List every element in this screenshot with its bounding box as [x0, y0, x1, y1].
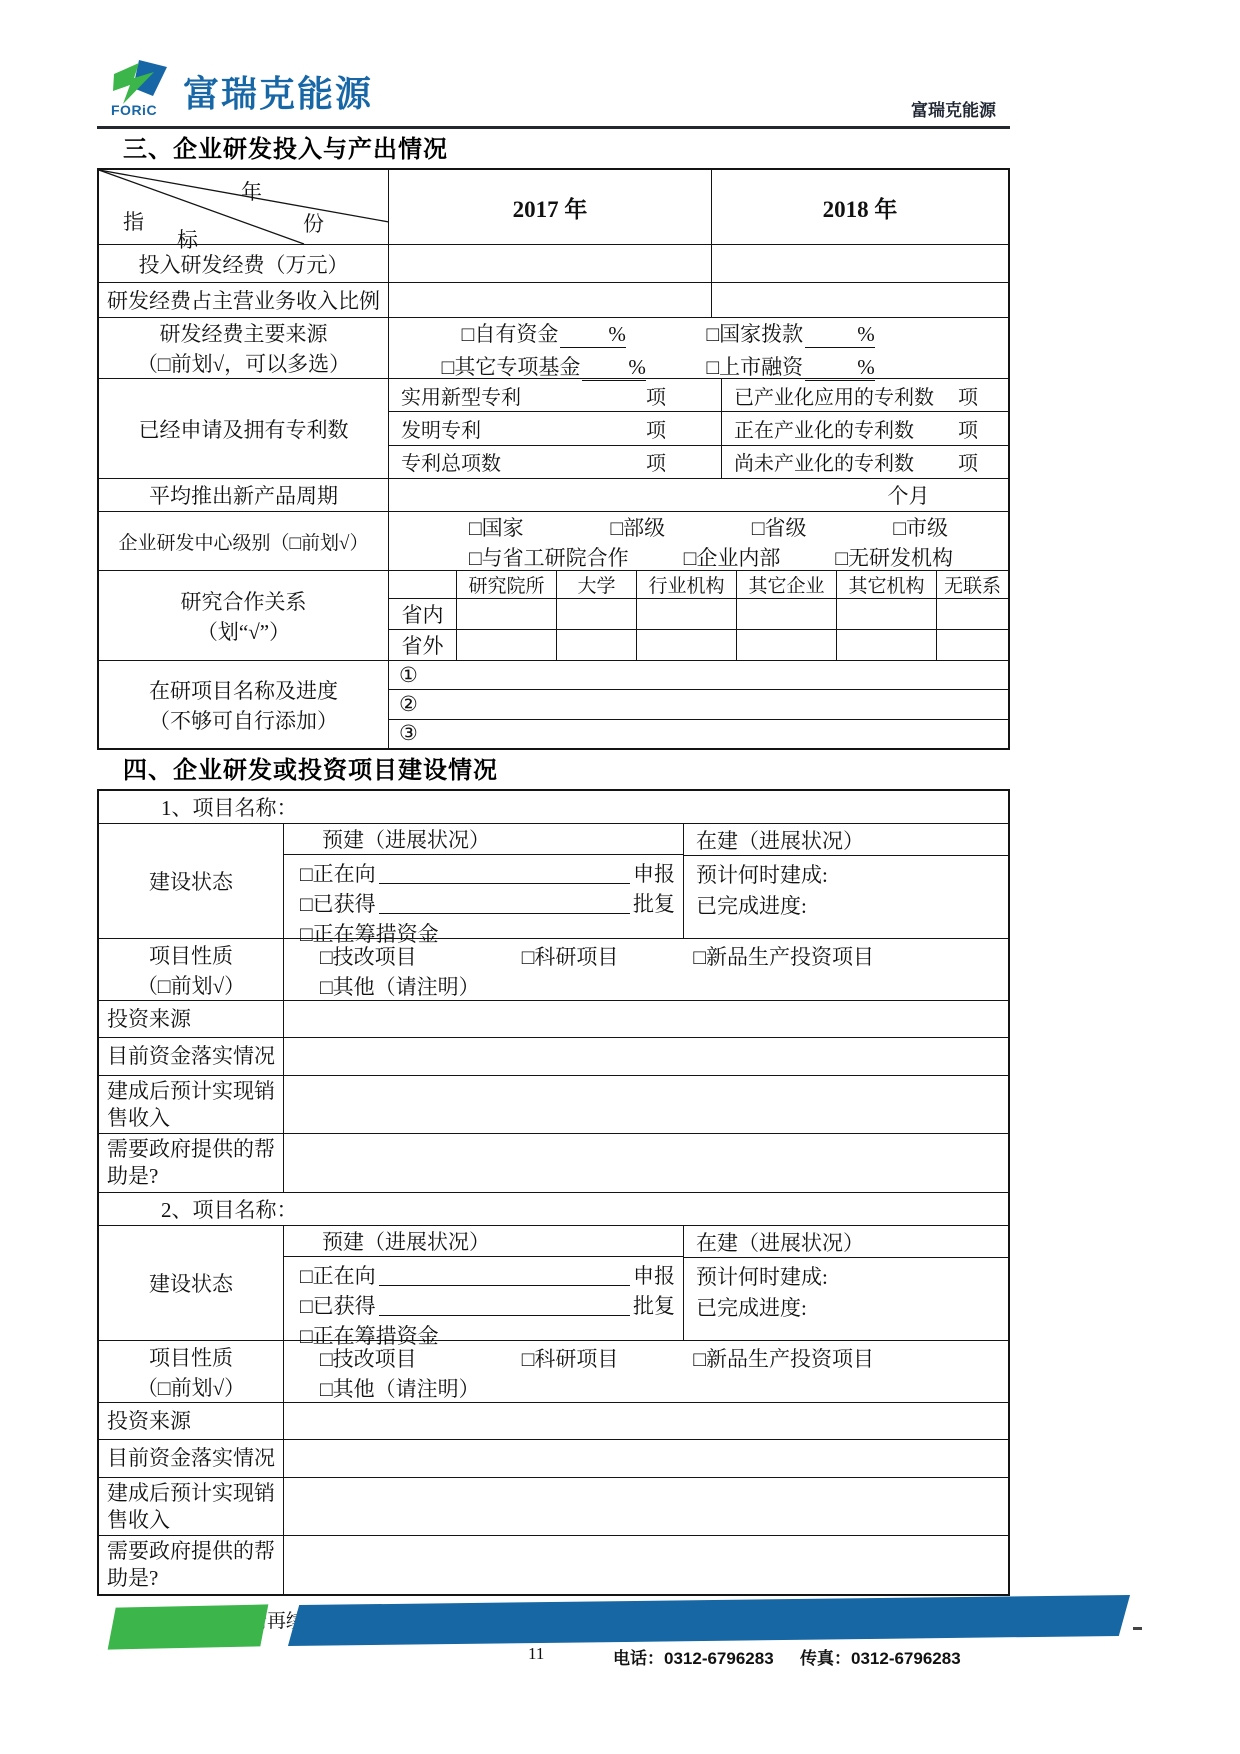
coop-empty-cell: [557, 630, 637, 660]
option-state-grant: [699, 318, 1009, 351]
project1-status-row: [99, 823, 1008, 946]
coop-empty-cell: [457, 630, 557, 660]
investment-source-cell: [284, 1403, 1008, 1439]
company-logo: [109, 58, 373, 117]
coop-empty-cell: [457, 599, 557, 629]
applying-line: [300, 1260, 675, 1290]
government-help-cell: [284, 1134, 1008, 1192]
project2-help-row: [99, 1535, 1008, 1594]
under-construction-header: 在建（进展状况）: [684, 824, 1008, 856]
ongoing-projects-lines: [389, 661, 1008, 748]
approval-suffix: 批复: [633, 1294, 675, 1318]
coop-col-none: 无联系: [943, 576, 1001, 597]
rd-center-level-options: [389, 512, 1008, 570]
rd-fund-2018-cell: [712, 245, 1008, 282]
construction-projects-table: [97, 789, 1010, 1596]
checkbox-province: □省级: [751, 516, 807, 540]
document-sheet: [97, 0, 1010, 1633]
project2-status-row: [99, 1225, 1008, 1348]
months-unit: 个月: [887, 484, 930, 508]
product-cycle-label: 平均推出新产品周期: [99, 479, 389, 511]
utility-model-label: 实用新型专利: [401, 386, 521, 409]
patents-row: [99, 378, 1008, 478]
construction-status-label: 建设状态: [99, 824, 284, 938]
patents-grid: [389, 379, 1008, 478]
research-coop-grid: [389, 571, 1008, 660]
not-industrialized-patents-label: 尚未产业化的专利数: [734, 453, 914, 476]
not-industrialized-patents-cell: [722, 446, 1008, 478]
coop-col-other-org: 其它机构: [837, 571, 937, 598]
industrializing-patents-cell: [722, 412, 1008, 444]
pre-construction-column: [284, 824, 684, 946]
project1-help-row: [99, 1133, 1008, 1192]
section4-title: 四、企业研发或投资项目建设情况: [123, 757, 498, 784]
completion-date-label: 预计何时建成:: [696, 1265, 828, 1289]
product-cycle-row: [99, 478, 1008, 511]
approval-suffix: 批复: [633, 892, 675, 916]
percent-sign: %: [857, 322, 875, 346]
ongoing-project-line-1: [389, 661, 1008, 689]
project1-invest-row: [99, 1000, 1008, 1037]
completion-date-label: 预计何时建成:: [696, 863, 828, 887]
coop-col-institutes: 研究院所: [457, 571, 557, 598]
rd-source-label-line1: 研发经费主要来源: [159, 322, 328, 346]
rd-source-options: [389, 318, 1008, 378]
page-number: 11: [528, 1644, 545, 1663]
checkbox-provincial-institute-coop: □与省工研院合作: [469, 546, 629, 570]
industrialized-patents-label: 已产业化应用的专利数: [734, 386, 934, 409]
checkbox-raising-funds: □正在筹措资金: [300, 922, 439, 946]
circled-number-2: ②: [399, 691, 418, 716]
patents-label: 已经申请及拥有专利数: [99, 379, 389, 478]
project-nature-label: [99, 939, 284, 1000]
rd-ratio-2017-cell: [389, 283, 712, 317]
under-construction-column: [684, 1226, 1008, 1340]
rd-center-level-row: [99, 511, 1008, 570]
expected-sales-label: 建成后预计实现销售收入: [99, 1076, 284, 1133]
blank-underline: [379, 911, 630, 914]
diag-label-indicator1: 指: [123, 210, 144, 234]
capital-status-cell: [284, 1440, 1008, 1477]
government-help-cell: [284, 1536, 1008, 1594]
patents-subrow-2: [389, 411, 1008, 444]
rd-center-level-label: 企业研发中心级别（□前划√）: [99, 512, 389, 570]
project-nature-label: [99, 1341, 284, 1402]
checkbox-new-product-investment: □新品生产投资项目: [693, 1347, 875, 1371]
research-coop-label-line1: 研究合作关系: [180, 589, 307, 614]
coop-col-other-company: 其它企业: [737, 571, 837, 598]
checkbox-applying-to: □正在向: [300, 862, 376, 886]
rd-source-row: [99, 317, 1008, 378]
footer-phone: 电话：0312-6796283: [613, 1649, 774, 1668]
coop-row-out-province: [389, 629, 1008, 660]
project1-capital-row: [99, 1037, 1008, 1075]
project-nature-label-line1: 项目性质: [149, 943, 233, 968]
capital-status-cell: [284, 1038, 1008, 1075]
coop-empty-cell: [937, 630, 1008, 660]
blank-underline: [805, 322, 875, 348]
project2-nature-row: [99, 1340, 1008, 1402]
checkbox-tech-upgrade: □技改项目: [320, 945, 417, 969]
option-own-funds: [389, 318, 699, 351]
coop-empty-cell: [637, 630, 737, 660]
research-coop-row: [99, 570, 1008, 660]
checkbox-city: □市级: [893, 516, 948, 540]
checkbox-research-project: □科研项目: [521, 945, 619, 969]
table-header-row: [99, 170, 1008, 252]
column-header-2017: 2017 年: [389, 170, 712, 244]
blank-underline: [379, 1313, 630, 1316]
industrialized-patents-cell: [722, 379, 1008, 411]
coop-empty-cell: [737, 630, 837, 660]
rd-fund-2017-cell: [389, 245, 712, 282]
rd-ratio-row: [99, 282, 1008, 317]
expected-sales-cell: [284, 1478, 1008, 1535]
ongoing-projects-label: [99, 661, 389, 748]
coop-col-industry-org: 行业机构: [637, 571, 737, 598]
checkbox-national: □国家: [469, 516, 524, 540]
rd-ratio-2018-cell: [712, 283, 1008, 317]
project1-name-label: 1、项目名称：: [161, 796, 298, 820]
approved-line: [300, 888, 675, 918]
project1-nature-row: [99, 938, 1008, 1000]
checkbox-own-funds: □自有资金: [461, 322, 559, 346]
pre-construction-header: 预建（进展状况）: [284, 824, 683, 855]
project2-capital-row: [99, 1439, 1008, 1477]
checkbox-state-grant: □国家拨款: [706, 322, 804, 346]
diagonal-header-cell: [99, 170, 389, 252]
coop-empty-cell: [937, 599, 1008, 629]
investment-source-cell: [284, 1001, 1008, 1037]
total-patents-cell: [389, 446, 722, 478]
construction-status-label: 建设状态: [99, 1226, 284, 1340]
coop-header-row: [389, 571, 1008, 598]
blank-underline: [379, 881, 630, 884]
coop-col-university: 大学: [557, 571, 637, 598]
ongoing-project-line-3: [389, 719, 1008, 748]
coop-empty-cell: [837, 599, 937, 629]
project2-name-row: [99, 1192, 1008, 1225]
checkbox-obtained: □已获得: [300, 892, 376, 916]
bar-end-dash: [1133, 1627, 1142, 1630]
checkbox-applying-to: □正在向: [300, 1264, 376, 1288]
unit-item: 项: [958, 386, 978, 409]
industrializing-patents-label: 正在产业化的专利数: [734, 419, 914, 442]
progress-label: 已完成进度:: [696, 894, 807, 918]
out-province-label: 省外: [389, 630, 457, 660]
checkbox-new-product-investment: □新品生产投资项目: [693, 945, 875, 969]
footer-fax: 传真：0312-6796283: [800, 1649, 961, 1668]
rd-source-label: [99, 318, 389, 378]
project-nature-label-line2: （□前划√）: [136, 1375, 246, 1400]
percent-sign: %: [608, 322, 626, 346]
nature-options-line2: [284, 971, 1008, 1001]
expected-sales-cell: [284, 1076, 1008, 1133]
unit-item: 项: [646, 453, 666, 476]
section3-title: 三、企业研发投入与产出情况: [123, 136, 448, 163]
header-rule: [97, 126, 1010, 129]
under-construction-body: [684, 856, 1008, 938]
invention-patent-label: 发明专利: [401, 419, 481, 442]
coop-row-in-province: [389, 598, 1008, 629]
rd-ratio-label: 研发经费占主营业务收入比例: [99, 283, 389, 317]
patents-subrow-3: [389, 445, 1008, 478]
project2-name-label: 2、项目名称：: [161, 1198, 298, 1222]
project1-sales-row: [99, 1075, 1008, 1133]
in-province-label: 省内: [389, 599, 457, 629]
investment-source-label: 投资来源: [99, 1403, 284, 1439]
total-patents-label: 专利总项数: [401, 453, 501, 476]
project-nature-options: [284, 939, 1008, 1000]
checkbox-ipo-financing: □上市融资: [706, 355, 804, 379]
expected-sales-label: 建成后预计实现销售收入: [99, 1478, 284, 1535]
research-coop-label: [99, 571, 389, 660]
unit-item: 项: [958, 419, 978, 442]
rd-source-options-line1: [389, 318, 1008, 351]
logo-company-name: 富瑞克能源: [183, 73, 374, 114]
project-nature-label-line1: 项目性质: [149, 1345, 233, 1370]
checkbox-internal: □企业内部: [683, 546, 781, 570]
government-help-label: 需要政府提供的帮助是?: [99, 1134, 284, 1192]
logo-foric-text: FORiC: [111, 102, 158, 118]
investment-source-label: 投资来源: [99, 1001, 284, 1037]
nature-options-line1: [284, 941, 1008, 971]
diag-label-year2: 份: [303, 212, 324, 236]
unit-item: 项: [646, 386, 666, 409]
circled-number-3: ③: [399, 721, 418, 746]
pre-construction-column: [284, 1226, 684, 1348]
project-nature-options: [284, 1341, 1008, 1402]
percent-sign: %: [857, 355, 875, 379]
ongoing-projects-label-line1: 在研项目名称及进度: [149, 678, 338, 703]
capital-status-label: 目前资金落实情况: [99, 1038, 284, 1075]
checkbox-obtained: □已获得: [300, 1294, 376, 1318]
patents-subrow-1: [389, 379, 1008, 411]
checkbox-tech-upgrade: □技改项目: [320, 1347, 417, 1371]
invention-patent-cell: [389, 412, 722, 444]
circled-number-1: ①: [399, 662, 418, 687]
header-corner-text: 富瑞克能源: [911, 101, 996, 120]
project2-invest-row: [99, 1402, 1008, 1439]
rd-center-options-line1: [389, 512, 1008, 542]
coop-empty-cell: [837, 630, 937, 660]
approved-line: [300, 1290, 675, 1320]
checkbox-special-fund: □其它专项基金: [441, 355, 581, 379]
applying-line: [300, 858, 675, 888]
blank-underline: [582, 355, 646, 381]
project-nature-label-line2: （□前划√）: [136, 973, 246, 998]
rd-fund-row: [99, 244, 1008, 282]
nature-options-line1: [284, 1343, 1008, 1373]
percent-sign: %: [628, 355, 646, 379]
unit-item: 项: [958, 453, 978, 476]
ongoing-projects-row: [99, 660, 1008, 748]
blank-underline: [805, 355, 875, 381]
utility-model-cell: [389, 379, 722, 411]
applying-suffix: 申报: [633, 862, 675, 886]
blank-underline: [560, 322, 626, 348]
coop-empty-cell: [557, 599, 637, 629]
checkbox-other: □其他（请注明）: [320, 975, 480, 999]
unit-item: 项: [646, 419, 666, 442]
under-construction-column: [684, 824, 1008, 938]
page-header: [97, 0, 1010, 126]
diag-label-indicator2: 标: [177, 228, 198, 252]
rd-fund-label: 投入研发经费（万元）: [99, 245, 389, 282]
checkbox-ministry: □部级: [610, 516, 666, 540]
checkbox-no-rd-org: □无研发机构: [835, 546, 954, 570]
footer-bar-green: [108, 1604, 269, 1649]
checkbox-research-project: □科研项目: [521, 1347, 619, 1371]
checkbox-raising-funds: □正在筹措资金: [300, 1324, 439, 1348]
research-coop-label-line2: （划“√”）: [196, 619, 291, 644]
capital-status-label: 目前资金落实情况: [99, 1440, 284, 1477]
project1-name-row: [99, 791, 1008, 823]
coop-corner-cell: [389, 571, 457, 598]
rd-source-label-line2: （□前划√，可以多选）: [136, 352, 351, 376]
rd-input-output-table: [97, 168, 1010, 750]
rd-center-options-line2: [389, 542, 1008, 572]
nature-options-line2: [284, 1373, 1008, 1403]
blank-underline: [379, 1283, 630, 1286]
applying-suffix: 申报: [633, 1264, 675, 1288]
diag-label-year1: 年: [241, 180, 262, 204]
foric-logo-icon: [109, 58, 173, 116]
coop-empty-cell: [637, 599, 737, 629]
pre-construction-header: 预建（进展状况）: [284, 1226, 683, 1257]
under-construction-body: [684, 1258, 1008, 1340]
ongoing-projects-label-line2: （不够可自行添加）: [149, 708, 338, 733]
progress-label: 已完成进度:: [696, 1296, 807, 1320]
project2-sales-row: [99, 1477, 1008, 1535]
coop-empty-cell: [737, 599, 837, 629]
ongoing-project-line-2: [389, 689, 1008, 718]
column-header-2018: 2018 年: [822, 196, 898, 222]
under-construction-header: 在建（进展状况）: [684, 1226, 1008, 1258]
checkbox-other: □其他（请注明）: [320, 1377, 480, 1401]
product-cycle-value-cell: [389, 479, 1008, 511]
government-help-label: 需要政府提供的帮助是?: [99, 1536, 284, 1594]
